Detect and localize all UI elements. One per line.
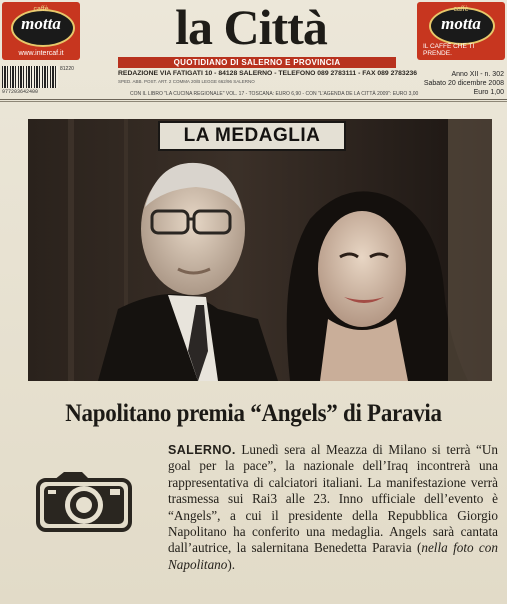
article-body (168, 442, 498, 573)
article-dateline: SALERNO. (168, 443, 236, 457)
masthead-divider (0, 99, 507, 100)
photo-caption-note: nella foto con Napolitano (168, 540, 498, 572)
postal-info: SPED. ABB. POST. ART. 2 COMMA 20/B LEGGE 662/96 SALERNO (118, 79, 255, 84)
newspaper-subtitle: QUOTIDIANO DI SALERNO E PROVINCIA (118, 57, 396, 68)
issue-info (424, 70, 504, 97)
motta-ad-left[interactable] (2, 2, 80, 60)
article-headline[interactable]: Napolitano premia “Angels” di Paravia (65, 400, 442, 427)
ad-brand: motta (21, 14, 61, 33)
issue-price: Euro 1,00 (473, 89, 504, 96)
camera-icon (32, 468, 136, 534)
ad-brand: motta (441, 14, 481, 33)
newsroom-address: REDAZIONE VIA FATIGATI 10 - 84128 SALERNO - TELEFONO 089 2783111 - FAX 089 2783236 (118, 70, 418, 77)
article-kicker: LA MEDAGLIA (158, 121, 346, 151)
barcode (2, 66, 58, 88)
article-text-end: ). (227, 556, 236, 572)
supplement-info: CON IL LIBRO "LA CUCINA REGIONALE" VOL. 17 - TOSCANA: EURO 6,90 - CON "L'AGENDA DE LA CITTÀ 2009": EURO 3,00 (130, 91, 419, 97)
barcode-price: 81220 (60, 66, 74, 72)
ad-brand-small: caffè (453, 6, 469, 13)
issue-volume: Anno XII - n. 302 (451, 71, 504, 78)
article-text: Lunedì sera al Meazza di Milano si terrà “Un goal per la pace”, la nazionale dell’Iraq incontrerà una rappresentativa di calciatori italiani. La manifestazione verrà trasmessa sui Rai3 alle 23. Inno ufficiale dell’evento è “Angels”, a cui il presidente della Repubblica Giorgio Napolitano ha conferito una medaglia. Angels sarà cantata dall’autrice, la salernitana Benedetta Paravia ( (168, 442, 499, 556)
ad-brand-small: caffè (33, 6, 49, 13)
issue-date: Sabato 20 dicembre 2008 (423, 80, 504, 87)
motta-ad-right[interactable] (417, 2, 505, 60)
masthead-divider-thin (0, 101, 507, 102)
barcode-number: 977203642400 (2, 89, 39, 95)
ad-url: www.intercaf.it (18, 50, 64, 57)
ad-slogan: IL CAFFÈ CHE TI PRENDE. (423, 43, 475, 57)
article-photo[interactable] (28, 119, 492, 381)
newspaper-title: la Città (175, 0, 327, 55)
photo-illustration (28, 119, 492, 381)
